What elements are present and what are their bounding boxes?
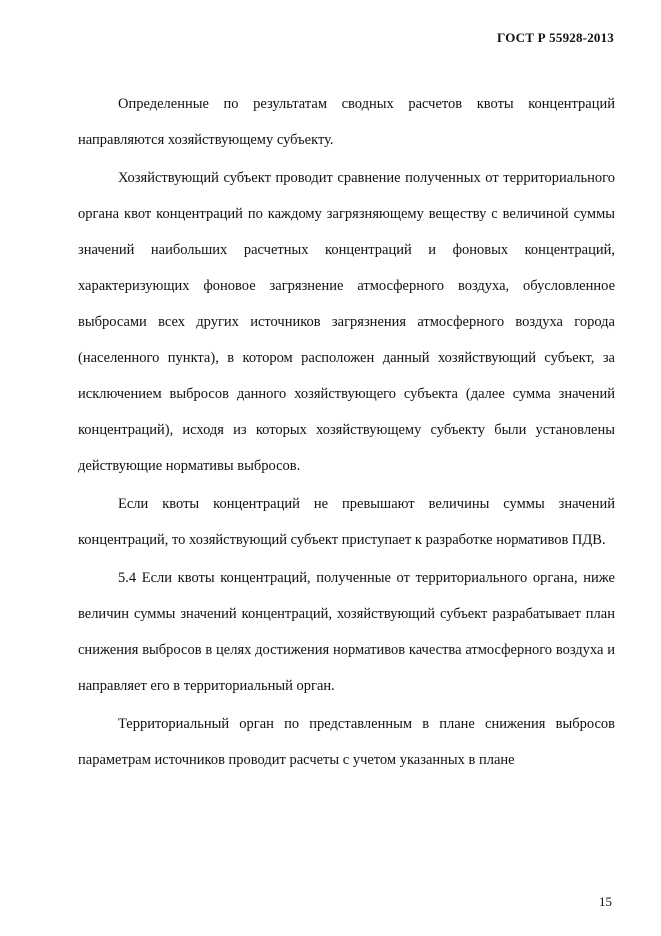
paragraph-comparison: Хозяйствующий субъект проводит сравнение полученных от территориального органа квот концентраций по каждому загрязняющему веществу с величиной суммы значений наибольших расчетных концентраций и фоновых концентраций, характеризующих фоновое загрязнение атмосферного воздуха, обусловленное выбросами всех других источников загрязнения атмосферного воздуха города (населенного пункта), в котором расположен данный хозяйствующий субъект, за исключением выбросов данного хозяйствующего субъекта (далее сумма значений концентраций), исходя из которых хозяйствующему субъекту были установлены действующие нормативы выбросов. [78,170,615,474]
page-number: 15 [599,894,612,909]
document-header: ГОСТ Р 55928-2013 [497,30,614,45]
paragraph-territorial-calculation: Территориальный орган по представленным в плане снижения выбросов параметрам источников проводит расчеты с учетом указанных в плане [78,716,615,768]
paragraph-section-5-4: 5.4 Если квоты концентраций, полученные от территориального органа, ниже величин суммы значений концентраций, хозяйствующий субъект разрабатывает план снижения выбросов в целях достижения нормативов качества атмосферного воздуха и направляет его в территориальный орган. [78,570,615,694]
paragraph-pdv-development: Если квоты концентраций не превышают величины суммы значений концентраций, то хозяйствующий субъект приступает к разработке нормативов ПДВ. [78,496,615,548]
document-body [78,86,615,778]
paragraph-quota-sent: Определенные по результатам сводных расчетов квоты концентраций направляются хозяйствующему субъекту. [78,96,615,148]
